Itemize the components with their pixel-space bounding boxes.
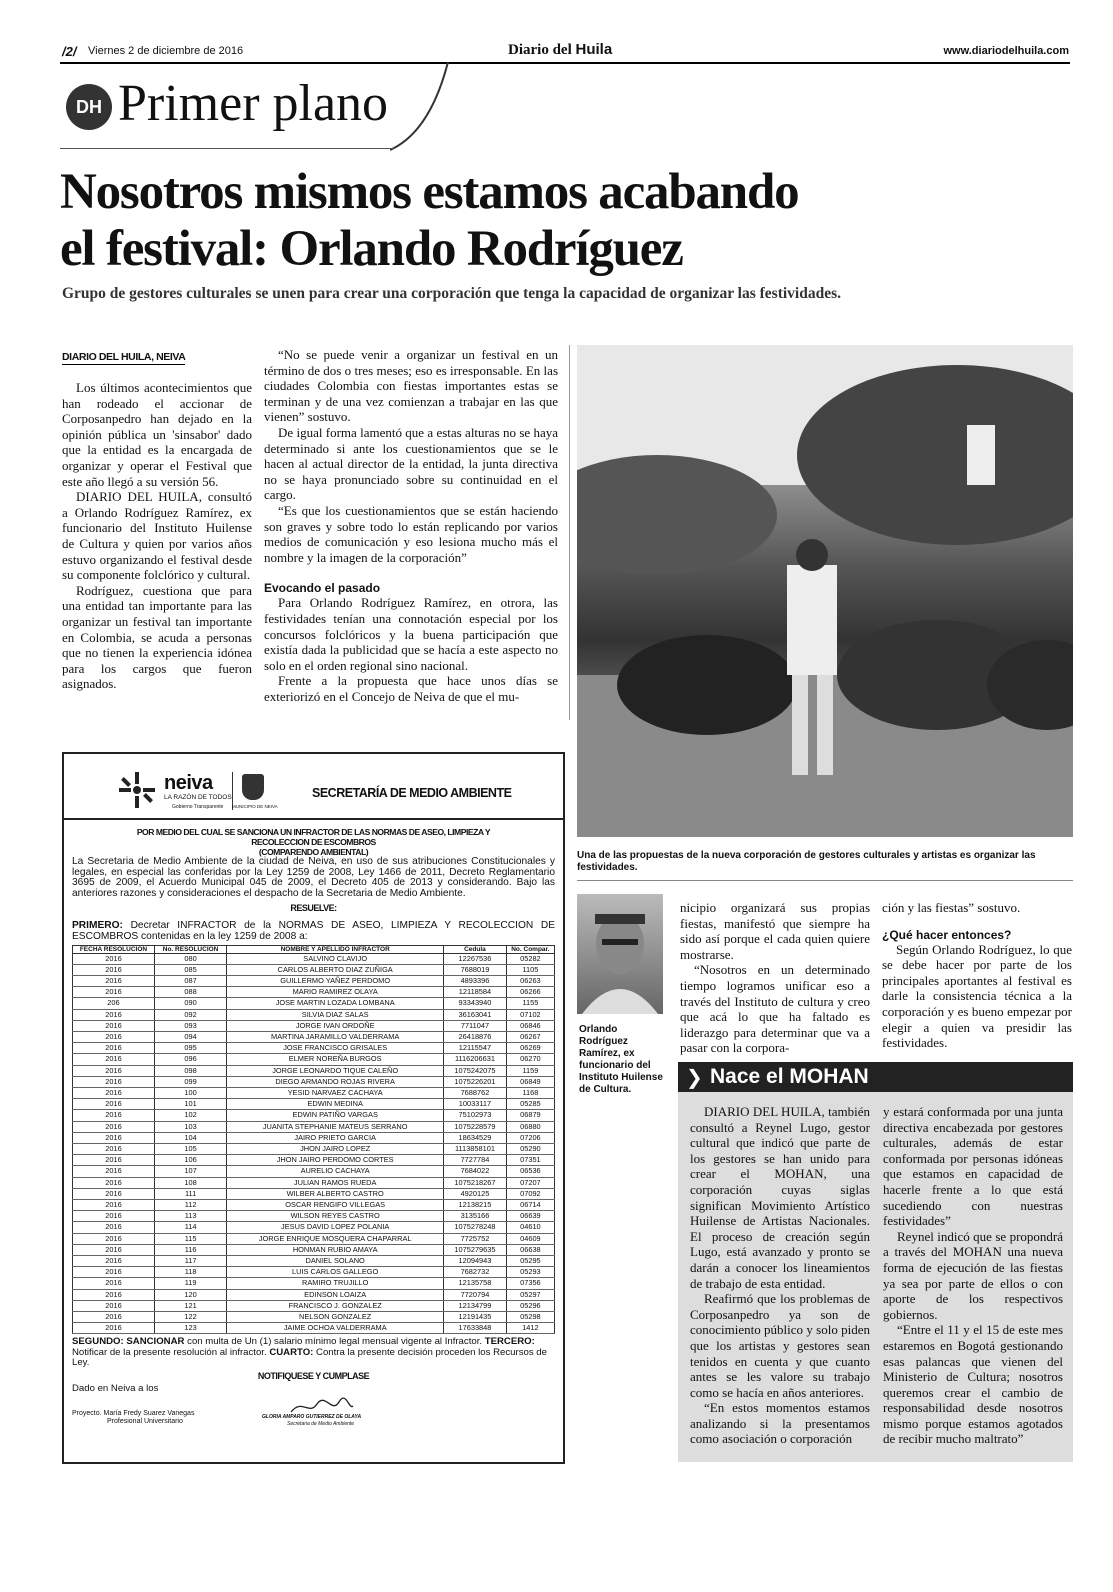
table-cell: 2016 [73, 1009, 155, 1020]
seal-caption: MUNICIPIO DE NEIVA [232, 804, 278, 809]
table-cell: 05282 [506, 953, 554, 964]
table-row [73, 1155, 555, 1166]
table-cell: 2016 [73, 1256, 155, 1267]
table-cell: HONMAN RUBIO AMAYA [227, 1244, 444, 1255]
table-column-header: FECHA RESOLUCION [73, 945, 155, 953]
table-cell: 06846 [506, 1020, 554, 1031]
notice-header [72, 758, 555, 818]
table-cell: 2016 [73, 1323, 155, 1334]
table-cell: 099 [154, 1076, 226, 1087]
table-cell: 123 [154, 1323, 226, 1334]
table-cell: 06638 [506, 1244, 554, 1255]
table-cell: 05290 [506, 1144, 554, 1155]
table-cell: 2016 [73, 1222, 155, 1233]
table-row [73, 1132, 555, 1143]
table-cell: 2016 [73, 1110, 155, 1121]
paragraph: Para Orlando Rodríguez Ramírez, en otrora, las festividades tenían una connotación especial por los concursos folclóricos y la buena participación que existía dada la publicidad que se hacía a este aspecto no solo en el orden regional sino nacional. [264, 595, 558, 673]
table-cell: 087 [154, 975, 226, 986]
table-cell: 2016 [73, 975, 155, 986]
portrait-caption: Orlando Rodríguez Ramírez, ex funcionario del Instituto Huilense de Cultura. [579, 1024, 663, 1095]
paragraph: “Entre el 11 y el 15 de este mes estaremos en Bogotá gestionando esas palancas que vienen del Ministerio de Cultura; nosotros queremos crear el cambio de responsabilidad desde nosotros mismo porque estamos agotados de recibir mucho maltrato” [883, 1322, 1063, 1447]
table-cell: 36163041 [444, 1009, 507, 1020]
table-cell: 06879 [506, 1110, 554, 1121]
table-column-header: No. RESOLUCION [154, 945, 226, 953]
table-cell: 06849 [506, 1076, 554, 1087]
table-row [73, 1065, 555, 1076]
table-row [73, 1076, 555, 1087]
caption-rule [577, 880, 1073, 881]
table-cell: 1116206631 [444, 1054, 507, 1065]
notice-heading-2: (COMPARENDO AMBIENTAL) [258, 847, 369, 857]
table-row [73, 1300, 555, 1311]
cuarto-text: Contra la presente decisión proceden los Recursos de Ley. [72, 1346, 547, 1369]
paragraph: “Es que los cuestionamientos que se están haciendo son graves y sobre todo lo están replicando por varios medios de comunicación y eso lesiona mucho más el nombre y la imagen de la corporación” [264, 502, 558, 565]
table-cell: 12138215 [444, 1200, 507, 1211]
table-cell: 085 [154, 964, 226, 975]
section-title: Primer plano [118, 75, 389, 132]
paragraph: Rodríguez, cuestiona que para una entidad tan importante para las organizar un festival tan importante en Colombia, se acuda a personas que no tienen la experiencia idónea para los cargos que fueron asignados. [62, 582, 252, 692]
table-row [73, 1188, 555, 1199]
table-cell: 1155 [506, 998, 554, 1009]
table-cell: 094 [154, 1031, 226, 1042]
table-cell: FRANCISCO J. GONZALEZ [227, 1300, 444, 1311]
sidebar-col-1 [690, 1104, 870, 1447]
paragraph: y estará conformada por una junta directiva encabezada por gestores culturales, además de estar conformada por personas idóneas que estamos en capacidad de hacerle frente a lo que está sucediendo con nuestras festividades” [883, 1104, 1063, 1229]
table-row [73, 1020, 555, 1031]
table-cell: JORGE LEONARDO TIQUE CALEÑO [227, 1065, 444, 1076]
table-row [73, 964, 555, 975]
table-cell: 26418876 [444, 1031, 507, 1042]
signer-title: Secretaria de Medio Ambiente [287, 1420, 355, 1427]
table-row [73, 1200, 555, 1211]
paragraph: “En estos momentos estamos analizando si la presentamos como asociación o corporación [690, 1400, 870, 1447]
table-cell: 12094943 [444, 1256, 507, 1267]
header-rule [60, 62, 1070, 64]
table-row [73, 1222, 555, 1233]
paragraph: Frente a la propuesta que hace unos días se exteriorizó en el Concejo de Neiva de que el mu- [264, 673, 558, 704]
table-cell: 092 [154, 1009, 226, 1020]
table-cell: 12135758 [444, 1278, 507, 1289]
neiva-tagline: LA RAZÓN DE TODOS [164, 794, 232, 801]
table-cell: 12115547 [444, 1043, 507, 1054]
proyecto [72, 1410, 194, 1426]
table-row [73, 1211, 555, 1222]
table-cell: 07092 [506, 1188, 554, 1199]
table-cell: 2016 [73, 1312, 155, 1323]
table-cell: GUILLERMO YAÑEZ PERDOMO [227, 975, 444, 986]
table-row [73, 1009, 555, 1020]
table-cell: 118 [154, 1267, 226, 1278]
table-cell: 93343940 [444, 998, 507, 1009]
masthead [508, 41, 612, 59]
table-row [73, 1278, 555, 1289]
table-cell: 06639 [506, 1211, 554, 1222]
section-logo: DH [66, 84, 112, 130]
primero [72, 921, 555, 942]
table-cell: 12118584 [444, 987, 507, 998]
section-swoosh [390, 62, 450, 152]
table-cell: 1075228579 [444, 1121, 507, 1132]
table-row [73, 1233, 555, 1244]
table-cell: 07207 [506, 1177, 554, 1188]
table-cell: ELMER NOREÑA BURGOS [227, 1054, 444, 1065]
table-cell: 2016 [73, 953, 155, 964]
table-cell: 2016 [73, 987, 155, 998]
table-row [73, 998, 555, 1009]
notice-intro: La Secretaria de Medio Ambiente de la ciudad de Neiva, en uso de sus atribuciones Constitucionales y legales, en especial las conferidas por la Ley 1259 de 2008, Ley 1466 de 2011, Decreto Reglamentario 3695 de 2009, el Acuerdo Municipal 045 de 2009, el Decreto 405 de 2013 y considerando. Bajo las anteriores razones y consideraciones el despacho de la Secretaria de Medio Ambiente. [72, 856, 555, 899]
table-cell: 12267536 [444, 953, 507, 964]
table-cell: 10033117 [444, 1099, 507, 1110]
table-cell: WILBER ALBERTO CASTRO [227, 1188, 444, 1199]
table-row [73, 1244, 555, 1255]
paragraph: DIARIO DEL HUILA, consultó a Orlando Rodríguez Ramírez, ex funcionario del Instituto Huilense de Cultura y quien por varios años estuvo organizando el festival desde su componente folclórico y cultural. [62, 489, 252, 583]
table-cell: 05296 [506, 1300, 554, 1311]
table-cell: 06267 [506, 1031, 554, 1042]
table-cell: 7711047 [444, 1020, 507, 1031]
table-cell: AURELIO CACHAYA [227, 1166, 444, 1177]
table-cell: 1075218267 [444, 1177, 507, 1188]
tercero-label: TERCERO: [484, 1336, 535, 1348]
portrait-art [577, 894, 663, 1014]
headline-line-2: el festival: Orlando Rodríguez [60, 221, 683, 277]
article-col-4 [882, 900, 1072, 1051]
table-cell: 7682732 [444, 1267, 507, 1278]
table-cell: 117 [154, 1256, 226, 1267]
sidebar-header [678, 1062, 1073, 1092]
primero-label: PRIMERO: [72, 920, 123, 932]
legal-notice [62, 752, 565, 1464]
headline [60, 164, 798, 278]
sidebar-box [678, 1062, 1073, 1462]
arrow-icon: ❯ [686, 1067, 703, 1089]
table-cell: 06714 [506, 1200, 554, 1211]
table-body [73, 953, 555, 1334]
table-cell: 093 [154, 1020, 226, 1031]
table-cell: JOSE MARTIN LOZADA LOMBANA [227, 998, 444, 1009]
subheadline: Grupo de gestores culturales se unen para crear una corporación que tenga la capacidad de organizar las festividades. [62, 285, 842, 302]
table-cell: 121 [154, 1300, 226, 1311]
table-cell: 05285 [506, 1099, 554, 1110]
table-cell: 07356 [506, 1278, 554, 1289]
table-cell: RAMIRO TRUJILLO [227, 1278, 444, 1289]
table-cell: 101 [154, 1099, 226, 1110]
primero-text: Decretar INFRACTOR de la NORMAS DE ASEO, LIMPIEZA Y RECOLECCION DE ESCOMBROS contenidas en la ley 1259 de 2008 a: [72, 920, 556, 942]
table-cell: 1113858101 [444, 1144, 507, 1155]
table-cell: JUANITA STEPHANIE MATEUS SERRANO [227, 1121, 444, 1132]
neiva-small: Gobierno Transparente [172, 804, 224, 810]
table-row [73, 1267, 555, 1278]
table-cell: MARTINA JARAMILLO VALDERRAMA [227, 1031, 444, 1042]
table-cell: 2016 [73, 1054, 155, 1065]
table-cell: WILSON REYES CASTRO [227, 1211, 444, 1222]
table-cell: JHON JAIRO LOPEZ [227, 1144, 444, 1155]
portrait-photo [577, 894, 663, 1014]
table-cell: 4920125 [444, 1188, 507, 1199]
table-cell: 122 [154, 1312, 226, 1323]
table-cell: 2016 [73, 1233, 155, 1244]
paragraph: De igual forma lamentó que a estas alturas no se haya determinado si ante los cuestionamientos que se le hacen al actual director de la entidad, la junta directiva no se haya pronunciado sobre su continuidad en el cargo. [264, 424, 558, 503]
table-row [73, 1099, 555, 1110]
proyecto-name: María Fredy Suarez Vanegas [103, 1409, 195, 1417]
segundo-text: con multa de Un (1) salario mínimo legal mensual vigente al Infractor. [187, 1336, 483, 1348]
table-cell: NELSON GONZALEZ [227, 1312, 444, 1323]
table-cell: 17633848 [444, 1323, 507, 1334]
table-row [73, 1144, 555, 1155]
table-cell: 7727784 [444, 1155, 507, 1166]
notice-heading: POR MEDIO DEL CUAL SE SANCIONA UN INFRACTOR DE LAS NORMAS DE ASEO, LIMPIEZA Y RECOLECCION DE ESCOMBROS [136, 827, 491, 847]
table-cell: 2016 [73, 1020, 155, 1031]
table-cell: 2016 [73, 1121, 155, 1132]
table-cell: MARIO RAMIREZ OLAYA [227, 987, 444, 998]
municipal-seal-icon [242, 774, 264, 800]
table-cell: 2016 [73, 1043, 155, 1054]
table-row [73, 953, 555, 964]
table-cell: JAIRO PRIETO GARCIA [227, 1132, 444, 1143]
page-number: /2/ [62, 44, 77, 59]
table-cell: 1075226201 [444, 1076, 507, 1087]
sidebar-title: Nace el MOHAN [710, 1065, 869, 1088]
table-cell: 080 [154, 953, 226, 964]
table-cell: JORGE ENRIQUE MOSQUERA CHAPARRAL [227, 1233, 444, 1244]
table-cell: 05293 [506, 1267, 554, 1278]
table-cell: 2016 [73, 1244, 155, 1255]
table-cell: 108 [154, 1177, 226, 1188]
table-cell: 7684022 [444, 1166, 507, 1177]
table-cell: 06263 [506, 975, 554, 986]
byline: DIARIO DEL HUILA, NEIVA [62, 351, 186, 363]
table-cell: 2016 [73, 1076, 155, 1087]
table-row [73, 1289, 555, 1300]
table-column-header: NOMBRE Y APELLIDO INFRACTOR [227, 945, 444, 953]
table-cell: 2016 [73, 1132, 155, 1143]
table-row [73, 1088, 555, 1099]
table-cell: YESID NARVAEZ CACHAYA [227, 1088, 444, 1099]
table-cell: 7688762 [444, 1088, 507, 1099]
table-cell: 2016 [73, 1289, 155, 1300]
table-cell: 2016 [73, 1267, 155, 1278]
table-row [73, 1031, 555, 1042]
paragraph: nicipio organizará sus propias fiestas, manifestó que siempre ha sido así porque el cada quien quiere mostrarse. [680, 900, 870, 962]
resuelve: RESUELVE: [290, 903, 337, 914]
table-cell: 2016 [73, 964, 155, 975]
table-cell: 12191435 [444, 1312, 507, 1323]
table-cell: JORGE IVAN ORDOÑE [227, 1020, 444, 1031]
infractor-table [72, 945, 555, 1335]
table-cell: 1075278248 [444, 1222, 507, 1233]
table-row [73, 1110, 555, 1121]
table-cell: 06880 [506, 1121, 554, 1132]
table-row [73, 1177, 555, 1188]
table-cell: 2016 [73, 1144, 155, 1155]
table-cell: 06269 [506, 1043, 554, 1054]
table-cell: 1075242075 [444, 1065, 507, 1076]
table-cell: 105 [154, 1144, 226, 1155]
closing: NOTIFIQUESE Y CUMPLASE [257, 1370, 370, 1381]
table-cell: 120 [154, 1289, 226, 1300]
dado: Dado en Neiva a los [72, 1382, 159, 1394]
table-cell: 100 [154, 1088, 226, 1099]
table-cell: JAIME OCHOA VALDERRAMA [227, 1323, 444, 1334]
sidebar-col-2 [883, 1104, 1063, 1447]
table-cell: 1075279635 [444, 1244, 507, 1255]
table-cell: 04610 [506, 1222, 554, 1233]
table-row [73, 1043, 555, 1054]
table-cell: 106 [154, 1155, 226, 1166]
table-cell: 05297 [506, 1289, 554, 1300]
table-cell: 2016 [73, 1300, 155, 1311]
table-cell: 07102 [506, 1009, 554, 1020]
table-row [73, 987, 555, 998]
table-cell: 111 [154, 1188, 226, 1199]
table-cell: 107 [154, 1166, 226, 1177]
table-cell: 112 [154, 1200, 226, 1211]
neiva-logo-name: neiva [164, 772, 213, 794]
table-cell: 1168 [506, 1088, 554, 1099]
issue-date: Viernes 2 de diciembre de 2016 [88, 45, 244, 57]
tercero-text: Notificar de la presente resolución al infractor. [72, 1346, 267, 1358]
paragraph: Según Orlando Rodríguez, lo que se debe hacer por parte de los principales aportantes al festival es darle la consistencia técnica a la corporación y es bueno empezar por elegir a quien va presidir las festividades. [882, 941, 1072, 1051]
table-cell: JOSE FRANCISCO GRISALES [227, 1043, 444, 1054]
table-cell: 12134799 [444, 1300, 507, 1311]
paragraph: Reafirmó que los problemas de Corposanpedro ya son de conocimiento público y solo piden que los artistas y gestores sean tenidos en cuenta y que cuanto antes se les valore su trabajo como se hacía en años anteriores. [690, 1291, 870, 1400]
proyecto-label: Proyecto. [72, 1409, 102, 1417]
table-cell: 2016 [73, 1065, 155, 1076]
table-cell: 06536 [506, 1166, 554, 1177]
table-cell: 2016 [73, 1177, 155, 1188]
table-cell: 7725752 [444, 1233, 507, 1244]
festival-photo-art [577, 345, 1073, 837]
table-cell: 114 [154, 1222, 226, 1233]
table-cell: 2016 [73, 1166, 155, 1177]
table-cell: 095 [154, 1043, 226, 1054]
subhead-que-hacer: ¿Qué hacer entonces? [882, 927, 1012, 942]
table-cell: 2016 [73, 1188, 155, 1199]
paragraph: Reynel indicó que se propondrá a través del MOHAN una nueva forma de ejecución de las fiestas ya sea por parte de ellos o con aporte de los respectivos gobiernos. [883, 1228, 1063, 1322]
table-cell: 103 [154, 1121, 226, 1132]
article-col-2 [264, 347, 558, 704]
table-cell: 06270 [506, 1054, 554, 1065]
table-cell: 07206 [506, 1132, 554, 1143]
table-cell: CARLOS ALBERTO DIAZ ZUÑIGA [227, 964, 444, 975]
table-cell: 115 [154, 1233, 226, 1244]
table-cell: EDWIN MEDINA [227, 1099, 444, 1110]
table-row [73, 1121, 555, 1132]
table-cell: 3135166 [444, 1211, 507, 1222]
signer-name: GLORIA AMPARO GUTIERREZ DE OLAYA [262, 1413, 362, 1420]
table-cell: 113 [154, 1211, 226, 1222]
table-cell: 1159 [506, 1065, 554, 1076]
table-cell: JULIAN RAMOS RUEDA [227, 1177, 444, 1188]
table-cell: EDWIN PATIÑO VARGAS [227, 1110, 444, 1121]
site-url: www.diariodelhuila.com [943, 45, 1069, 57]
table-row [73, 1256, 555, 1267]
neiva-star-icon [117, 770, 157, 810]
table-cell: 2016 [73, 1211, 155, 1222]
table-cell: 07351 [506, 1155, 554, 1166]
table-cell: 096 [154, 1054, 226, 1065]
table-cell: SILVIA DIAZ SALAS [227, 1009, 444, 1020]
table-cell: 2016 [73, 1278, 155, 1289]
table-cell: SALVINO CLAVIJO [227, 953, 444, 964]
article-col-1 [62, 347, 252, 692]
table-cell: LUIS CARLOS GALLEGO [227, 1267, 444, 1278]
table-cell: JESUS DAVID LOPEZ POLANIA [227, 1222, 444, 1233]
table-row [73, 1312, 555, 1323]
festival-photo [577, 345, 1073, 837]
table-cell: OSCAR RENGIFO VILLEGAS [227, 1200, 444, 1211]
column-divider [569, 345, 570, 720]
section-rule [60, 148, 395, 149]
paragraph: DIARIO DEL HUILA, también consultó a Reynel Lugo, gestor cultural que indicó que parte de los gestores se han unido para crear el MOHAN, una corporación cuyas siglas significan Movimiento Artístico Huilense de Artistas Nacionales. El proceso de creación según Lugo, está avanzado y pronto se darán a conocer los lineamientos de trabajo de esta entidad. [690, 1104, 870, 1291]
notice-rule [64, 818, 563, 820]
table-cell: 1105 [506, 964, 554, 975]
table-cell: 2016 [73, 1099, 155, 1110]
table-cell: 4893396 [444, 975, 507, 986]
table-cell: 116 [154, 1244, 226, 1255]
headline-line-1: Nosotros mismos estamos acabando [60, 164, 799, 220]
table-cell: 05298 [506, 1312, 554, 1323]
table-cell: 119 [154, 1278, 226, 1289]
cuarto-label: CUARTO: [269, 1346, 314, 1358]
proyecto-title: Profesional Universitario [107, 1417, 183, 1425]
paragraph: ción y las fiestas” sostuvo. [882, 900, 1021, 915]
table-cell: 05295 [506, 1256, 554, 1267]
table-row [73, 1166, 555, 1177]
notice-footer [72, 1400, 555, 1436]
table-column-header: No. Compar. [506, 945, 554, 953]
table-cell: 2016 [73, 1088, 155, 1099]
table-cell: 2016 [73, 1200, 155, 1211]
table-cell: 04609 [506, 1233, 554, 1244]
table-cell: 206 [73, 998, 155, 1009]
table-cell: 088 [154, 987, 226, 998]
table-row [73, 1323, 555, 1334]
table-cell: 06266 [506, 987, 554, 998]
table-cell: 7688019 [444, 964, 507, 975]
table-cell: 7720794 [444, 1289, 507, 1300]
subhead-evocando: Evocando el pasado [264, 581, 381, 596]
table-cell: EDINSON LOAIZA [227, 1289, 444, 1300]
table-cell: DANIEL SOLANO [227, 1256, 444, 1267]
paragraph: Los últimos acontecimientos que han rodeado el accionar de Corposanpedro han dejado en la opinión pública un 'sinsabor' dado que la entidad es la encargada de organizar y operar el Festival que este año llegó a su versión 56. [62, 380, 252, 489]
table-header-row [73, 945, 555, 953]
table-column-header: Cedula [444, 945, 507, 953]
photo-caption: Una de las propuestas de la nueva corporación de gestores culturales y artistas es organizar las festividades. [577, 850, 1036, 873]
table-cell: 098 [154, 1065, 226, 1076]
table-cell: 2016 [73, 1031, 155, 1042]
paragraph: “No se puede venir a organizar un festival en un término de dos o tres meses; eso es irresponsable. En las ciudades Colombia con fiestas importantes estas se terminan y de una vez comienzan a trabajar en las que vienen” sostuvo. [264, 347, 558, 425]
table-cell: 104 [154, 1132, 226, 1143]
table-cell: 1412 [506, 1323, 554, 1334]
table-cell: 18634529 [444, 1132, 507, 1143]
table-cell: JHON JAIRO PERDOMO CORTES [227, 1155, 444, 1166]
masthead-prefix: Diario del [508, 42, 572, 58]
table-cell: 090 [154, 998, 226, 1009]
paragraph: “Nosotros en un determinado tiempo logramos unificar eso a través del Instituto de cultura y creo que acá lo que ha faltado es liderazgo para determinar que va a pasar con la corpora- [680, 962, 870, 1056]
segundo-label: SEGUNDO: SANCIONAR [72, 1336, 185, 1348]
table-row [73, 1054, 555, 1065]
article-col-3 [680, 900, 870, 1056]
table-cell: 102 [154, 1110, 226, 1121]
table-row [73, 975, 555, 986]
table-cell: DIEGO ARMANDO ROJAS RIVERA [227, 1076, 444, 1087]
table-cell: 2016 [73, 1155, 155, 1166]
department-title: SECRETARÍA DE MEDIO AMBIENTE [312, 786, 512, 800]
masthead-bold: Huila [575, 41, 613, 58]
segundo-tercero [72, 1337, 555, 1368]
table-cell: 75102973 [444, 1110, 507, 1121]
